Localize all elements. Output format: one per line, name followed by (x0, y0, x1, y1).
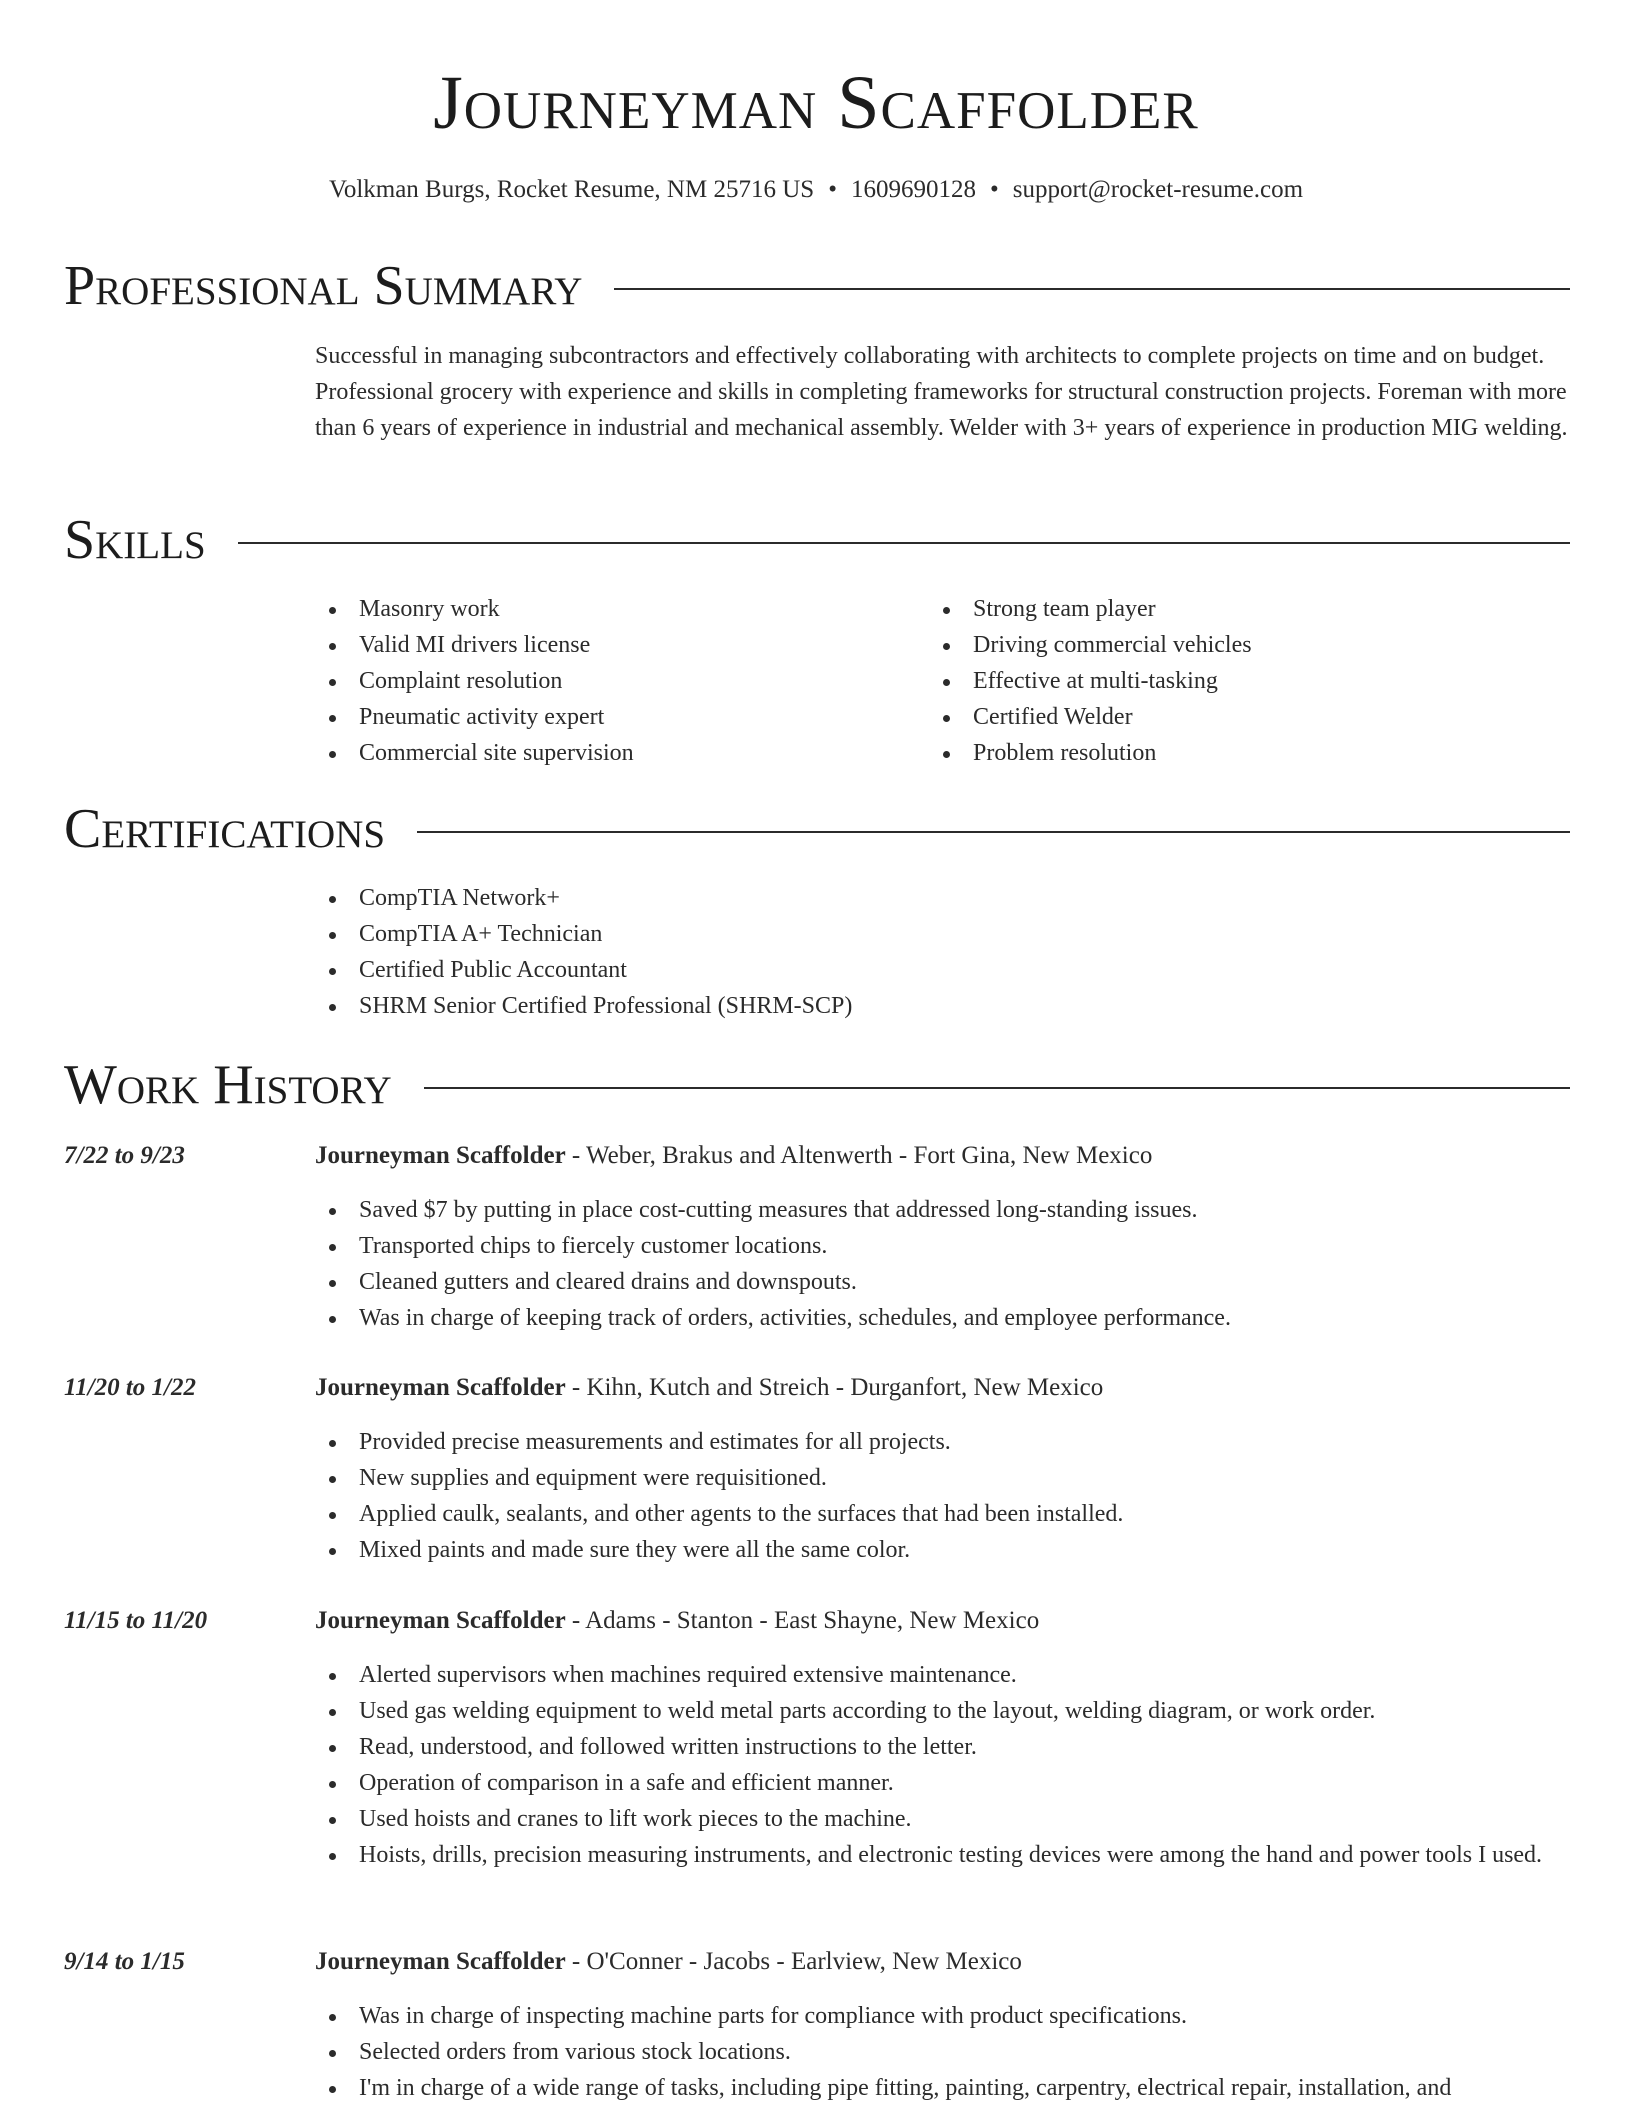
section-title: Professional Summary (64, 255, 583, 317)
contact-phone: 1609690128 (850, 176, 976, 203)
list-item: Driving commercial vehicles (929, 627, 1252, 663)
contact-separator: • (989, 176, 999, 203)
section-divider (417, 831, 1570, 833)
list-item: Was in charge of inspecting machine parts for compliance with product specifications. (315, 1998, 1570, 2034)
section-title: Certifications (64, 798, 386, 860)
list-item: Alerted supervisors when machines required extensive maintenance. (315, 1657, 1570, 1693)
list-item: Was in charge of keeping track of orders, activities, schedules, and employee performance. (315, 1300, 1570, 1336)
list-item: Mixed paints and made sure they were all the same color. (315, 1532, 1570, 1568)
candidate-name: Journeyman Scaffolder (433, 61, 1199, 145)
list-item: Commercial site supervision (315, 735, 634, 771)
list-item: Strong team player (929, 591, 1252, 627)
skills-list-left (315, 591, 634, 771)
list-item: Transported chips to fiercely customer locations. (315, 1228, 1570, 1264)
section-header-work-history (64, 1054, 1570, 1116)
section-divider (424, 1087, 1570, 1089)
list-item: Masonry work (315, 591, 634, 627)
job-dates: 7/22 to 9/23 (64, 1142, 185, 1169)
list-item: Cleaned gutters and cleared drains and downspouts. (315, 1264, 1570, 1300)
list-item: Certified Public Accountant (315, 952, 852, 988)
job-employer: - Kihn, Kutch and Streich - Durganfort, New Mexico (565, 1374, 1104, 1401)
section-header-skills (64, 509, 1570, 571)
list-item: Effective at multi-tasking (929, 663, 1252, 699)
list-item: Operation of comparison in a safe and efficient manner. (315, 1765, 1570, 1801)
contact-address: Volkman Burgs, Rocket Resume, NM 25716 US (328, 176, 815, 203)
list-item: Certified Welder (929, 699, 1252, 735)
list-item: Read, understood, and followed written instructions to the letter. (315, 1729, 1570, 1765)
job-employer: - O'Conner - Jacobs - Earlview, New Mexico (565, 1948, 1022, 1975)
section-header-certifications (64, 798, 1570, 860)
job-heading (315, 1374, 1103, 1402)
job-bullets (315, 1424, 1570, 1568)
list-item: SHRM Senior Certified Professional (SHRM-SCP) (315, 988, 852, 1024)
section-divider (614, 288, 1570, 290)
list-item: Provided precise measurements and estimates for all projects. (315, 1424, 1570, 1460)
job-employer: - Adams - Stanton - East Shayne, New Mexico (565, 1607, 1040, 1634)
job-heading (315, 1142, 1152, 1170)
section-title: Work History (64, 1054, 392, 1116)
section-title: Skills (64, 509, 206, 571)
job-title: Journeyman Scaffolder (315, 1948, 566, 1975)
summary-text: Successful in managing subcontractors and effectively collaborating with architects to complete projects on time and on budget. Professional grocery with experience and skills in completing frameworks for structural construction projects. Foreman with more than 6 years of experience in industrial and mechanical assembly. Welder with 3+ years of experience in production MIG welding. (315, 343, 1568, 441)
job-title: Journeyman Scaffolder (315, 1374, 566, 1401)
section-divider (238, 542, 1570, 544)
list-item: Valid MI drivers license (315, 627, 634, 663)
list-item: CompTIA A+ Technician (315, 916, 852, 952)
list-item: CompTIA Network+ (315, 880, 852, 916)
list-item: Problem resolution (929, 735, 1252, 771)
list-item: New supplies and equipment were requisitioned. (315, 1460, 1570, 1496)
job-title: Journeyman Scaffolder (315, 1142, 566, 1169)
job-dates: 11/20 to 1/22 (64, 1374, 196, 1401)
list-item: Hoists, drills, precision measuring instruments, and electronic testing devices were among the hand and power tools I used. (315, 1837, 1570, 1873)
section-header-summary (64, 255, 1570, 317)
list-item: Saved $7 by putting in place cost-cutting measures that addressed long-standing issues. (315, 1192, 1570, 1228)
job-bullets (315, 1657, 1570, 1873)
contact-separator: • (828, 176, 837, 203)
list-item: Used gas welding equipment to weld metal parts according to the layout, welding diagram, or work order. (315, 1693, 1570, 1729)
job-bullets (315, 1192, 1570, 1336)
contact-line (0, 176, 1632, 204)
list-item: Pneumatic activity expert (315, 699, 634, 735)
list-item: Complaint resolution (315, 663, 634, 699)
job-dates: 9/14 to 1/15 (64, 1948, 185, 1975)
contact-email[interactable]: support@rocket-resume.com (1012, 176, 1304, 203)
job-dates: 11/15 to 11/20 (64, 1607, 208, 1634)
job-heading (315, 1948, 1022, 1976)
certifications-list (315, 880, 852, 1024)
list-item: Selected orders from various stock locations. (315, 2034, 1570, 2070)
job-employer: - Weber, Brakus and Altenwerth - Fort Gina, New Mexico (565, 1142, 1153, 1169)
list-item: I'm in charge of a wide range of tasks, including pipe fitting, painting, carpentry, electrical repair, installation, and (315, 2070, 1570, 2106)
job-heading (315, 1607, 1039, 1635)
job-title: Journeyman Scaffolder (315, 1607, 566, 1634)
skills-list-right (929, 591, 1252, 771)
job-bullets (315, 1998, 1570, 2106)
list-item: Applied caulk, sealants, and other agents to the surfaces that had been installed. (315, 1496, 1570, 1532)
list-item: Used hoists and cranes to lift work pieces to the machine. (315, 1801, 1570, 1837)
